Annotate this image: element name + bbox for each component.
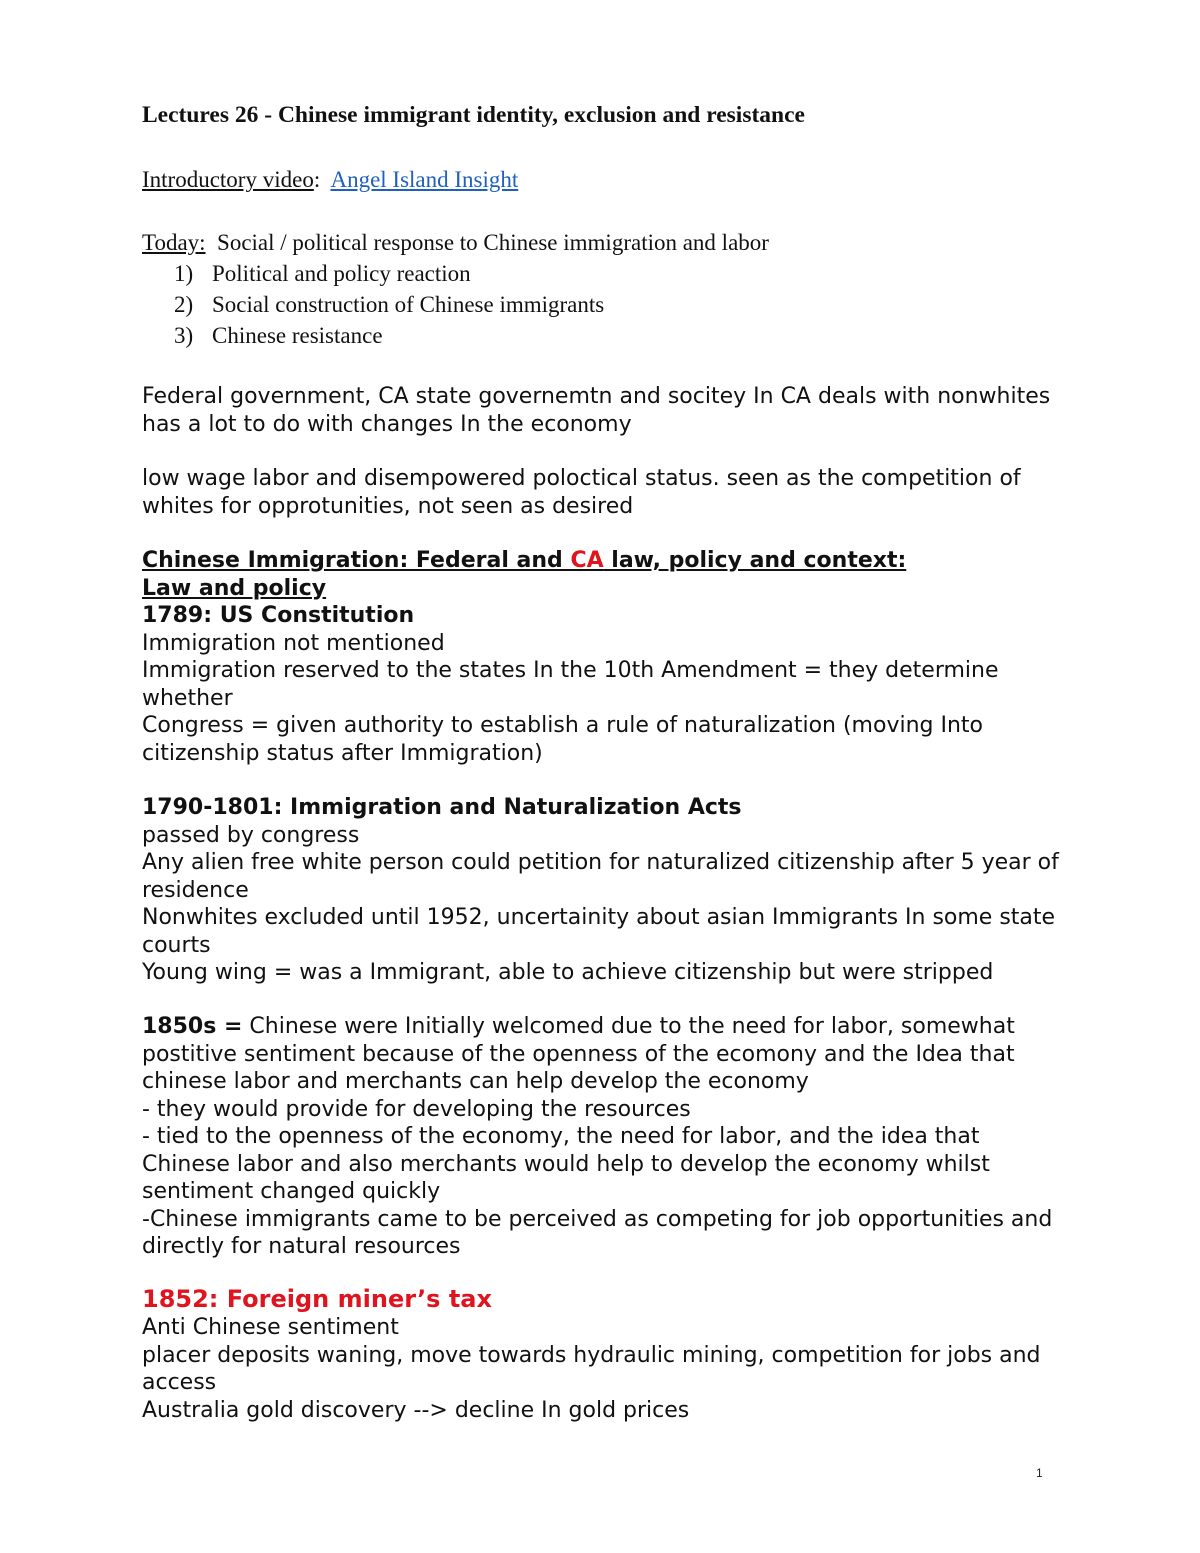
section-1852 [142,1284,1072,1424]
text-line: Congress = given authority to establish a rule of naturalization (moving Into citizenship status after Immigration) [142,713,983,766]
text-line: - they would provide for developing the resources [142,1096,691,1122]
intro-label: Introductory video [142,167,314,192]
section-1790 [142,794,1072,987]
text-line: - tied to the openness of the economy, the need for labor, and the idea that Chinese labor and also merchants would help to develop the economy whilst sentiment changed quickly [142,1124,990,1204]
text-line: Australia gold discovery --> decline In gold prices [142,1397,690,1423]
text-line: Any alien free white person could petition for naturalized citizenship after 5 year of residence [142,850,1059,903]
today-line [142,227,1072,258]
intro-colon: : [313,167,321,192]
intro-line [142,164,1072,195]
heading-1790: 1790-1801: Immigration and Naturalization Acts [142,795,742,820]
section-subheading: Law and policy [142,575,327,601]
text-line: Nonwhites excluded until 1952, uncertainity about asian Immigrants In some state courts [142,905,1056,958]
section-1850s [142,1013,1072,1261]
paragraph-economy: Federal government, CA state governemtn and socitey In CA deals with nonwhites has a lot to do with changes In the economy [142,384,1051,437]
text-line: Young wing = was a Immigrant, able to achieve citizenship but were stripped [142,960,994,985]
list-text: Political and policy reaction [212,261,471,286]
heading-ca: CA [570,548,604,573]
list-number: 1) [174,261,194,286]
page-number: 1 [1036,1466,1043,1480]
paragraph-labor: low wage labor and disempowered poloctical status. seen as the competition of whites for opprotunities, not seen as desired [142,466,1021,519]
page-title: Lectures 26 - Chinese immigrant identity, exclusion and resistance [142,102,805,128]
section-1789 [142,602,1072,767]
angel-island-link[interactable]: Angel Island Insight [330,167,519,192]
text-1850s: Chinese were Initially welcomed due to the need for labor, somewhat postitive sentiment because of the openness of the ecomony and the Idea that chinese labor and merchants can help develop the economy [142,1014,1015,1094]
text-line: Anti Chinese sentiment [142,1315,399,1340]
heading-1850s: 1850s = [142,1014,243,1039]
list-number: 3) [174,323,194,348]
today-text: Social / political response to Chinese immigration and labor [217,230,769,255]
text-line: Immigration reserved to the states In the 10th Amendment = they determine whether [142,658,999,711]
heading-part2: law, policy and context: [603,548,907,573]
today-section [142,227,1072,351]
list-text: Chinese resistance [212,323,383,348]
list-text: Social construction of Chinese immigrants [212,292,605,317]
text-line: passed by congress [142,822,360,848]
heading-1789: 1789: US Constitution [142,603,415,628]
today-label: Today: [142,230,206,255]
heading-1852: 1852: Foreign miner’s tax [142,1285,492,1313]
list-item [142,289,1072,320]
text-line: Immigration not mentioned [142,630,445,656]
text-line: -Chinese immigrants came to be perceived as competing for job opportunities and directly for natural resources [142,1206,1053,1259]
list-number: 2) [174,292,194,317]
text-line [142,1013,1072,1096]
list-item [142,320,1072,351]
section-heading [142,547,1072,575]
heading-part1: Chinese Immigration: Federal and [142,548,571,573]
text-line: placer deposits waning, move towards hydraulic mining, competition for jobs and access [142,1342,1041,1395]
today-list [142,258,1072,351]
list-item [142,258,1072,289]
